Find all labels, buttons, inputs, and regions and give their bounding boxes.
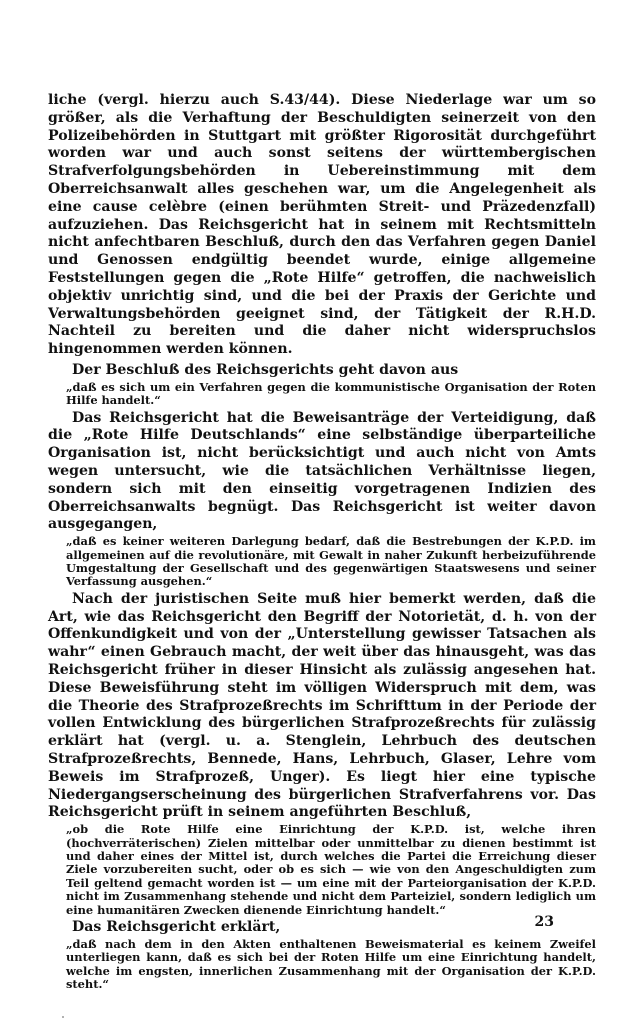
- quote-1: „daß es sich um ein Verfahren gegen die kommunistische Organisation der Roten Hilfe handelt.“: [66, 379, 596, 408]
- page-number: 23: [534, 914, 554, 930]
- quote-2: „daß es keiner weiteren Darlegung bedarf, daß die Bestrebungen der K.P.D. im allgemeinen auf die revolutionäre, mit Gewalt in naher Zukunft herbeizuführende Umgestaltung der Gesellschaft und des gegenwärtigen Staatswesens und seiner Verfassung ausgehen.“: [66, 534, 596, 589]
- scan-speck: [62, 1016, 64, 1018]
- page-body: [48, 92, 596, 993]
- paragraph-2: Der Beschluß des Reichsgerichts geht davon aus: [72, 361, 459, 378]
- paragraph-4: Nach der juristischen Seite muß hier bemerkt werden, daß die Art, wie das Reichsgericht den Begriff der Notorietät, d. h. von der Offenkundigkeit und von der „Unterstellung gewisser Tatsachen als wahr“ einen Gebrauch macht, der weit über das hinausgeht, was das Reichsgericht früher in dieser Hinsicht als zulässig angesehen hat. Diese Beweisführung steht im völligen Widerspruch mit dem, was die Theorie des Strafprozeßrechts im Schrifttum in der Periode der vollen Entwicklung des bürgerlichen Strafprozeßrechts für zulässig erklärt hat (vergl. u. a. Stenglein, Lehrbuch des deutschen Strafprozeßrechts, Bennede, Hans, Lehrbuch, Glaser, Lehre vom Beweis im Strafprozeß, Unger). Es liegt hier eine typische Niedergangserscheinung des bürgerlichen Strafverfahrens vor. Das Reichsgericht prüft in seinem angeführten Beschluß,: [48, 590, 596, 821]
- quote-3: „ob die Rote Hilfe eine Einrichtung der K.P.D. ist, welche ihren (hochverräterischen) Zielen mittelbar oder unmittelbar zu dienen bestimmt ist und daher eines der Mittel ist, durch welches die Partei die Erreichung dieser Ziele vorzubereiten sucht, oder ob es sich — wie von den Angeschuldigten zum Teil geltend gemacht worden ist — um eine mit der Parteiorganisation der K.P.D. nicht im Zusammenhang stehende und nicht dem Parteiziel, sondern lediglich um eine humanitären Zwecken dienende Einrichtung handelt.“: [66, 822, 596, 917]
- quote-4: „daß nach dem in den Akten enthaltenen Beweismaterial es keinem Zweifel unterliegen kann, daß es sich bei der Roten Hilfe um eine Einrichtung handelt, welche im engsten, innerlichen Zusammenhang mit der Organisation der K.P.D. steht.“: [66, 936, 596, 991]
- paragraph-3: Das Reichsgericht hat die Beweisanträge der Verteidigung, daß die „Rote Hilfe Deutschlands“ eine selbständige überparteiliche Organisation ist, nicht berücksichtigt und auch nicht von Amts wegen untersucht, wie die tatsächlichen Verhältnisse liegen, sondern sich mit den einseitig vorgetragenen Indizien des Oberreichsanwalts begnügt. Das Reichsgericht ist weiter davon ausgegangen,: [48, 409, 596, 533]
- paragraph-1: liche (vergl. hierzu auch S.43/44). Diese Niederlage war um so größer, als die Verhaftung der Beschuldigten seinerzeit von den Polizeibehörden in Stuttgart mit größter Rigorosität durchgeführt worden war und auch sonst seitens der württembergischen Strafverfolgungsbehörden in Uebereinstimmung mit dem Oberreichsanwalt alles geschehen war, um die Angelegenheit als eine cause celèbre (einen berühmten Streit- und Präzedenzfall) aufzuziehen. Das Reichsgericht hat in seinem mit Rechtsmitteln nicht anfechtbaren Beschluß, durch den das Verfahren gegen Daniel und Genossen endgültig beendet wurde, einige allgemeine Feststellungen gegen die „Rote Hilfe“ getroffen, die nachweislich objektiv unrichtig sind, und die bei der Praxis der Gerichte und Verwaltungsbehörden geeignet sind, der Tätigkeit der R.H.D. Nachteil zu bereiten und die daher nicht widerspruchslos hingenommen werden können.: [48, 92, 596, 358]
- paragraph-5: Das Reichsgericht erklärt,: [72, 918, 281, 935]
